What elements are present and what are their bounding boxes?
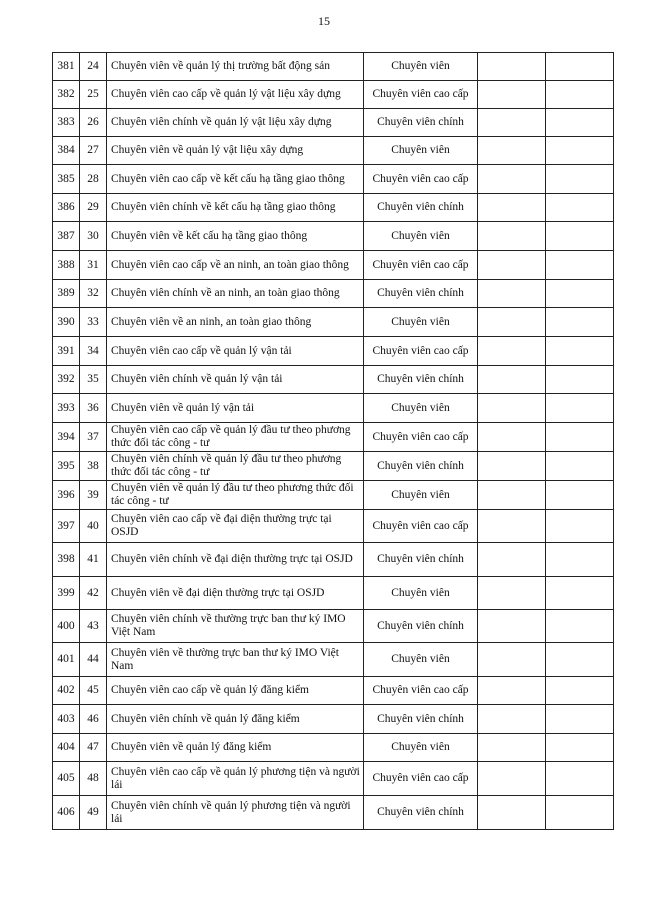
civil-servant-rank: Chuyên viên chính xyxy=(364,194,478,222)
civil-servant-rank: Chuyên viên xyxy=(364,53,478,81)
empty-cell xyxy=(478,543,546,577)
position-name: Chuyên viên về quản lý thị trường bất động sản xyxy=(107,53,364,81)
civil-servant-rank: Chuyên viên xyxy=(364,481,478,510)
civil-servant-rank: Chuyên viên xyxy=(364,137,478,165)
empty-cell xyxy=(478,53,546,81)
table-row xyxy=(53,677,614,705)
position-name: Chuyên viên về quản lý đầu tư theo phương thức đối tác công - tư xyxy=(107,481,364,510)
empty-cell xyxy=(546,337,614,366)
empty-cell xyxy=(478,194,546,222)
empty-cell xyxy=(478,137,546,165)
row-subnumber: 32 xyxy=(80,280,107,308)
row-number: 395 xyxy=(53,452,80,481)
row-number: 384 xyxy=(53,137,80,165)
row-subnumber: 45 xyxy=(80,677,107,705)
civil-servant-rank: Chuyên viên chính xyxy=(364,109,478,137)
page-number: 15 xyxy=(318,14,330,28)
row-subnumber: 42 xyxy=(80,577,107,610)
civil-servant-rank: Chuyên viên chính xyxy=(364,610,478,643)
table-row xyxy=(53,705,614,734)
empty-cell xyxy=(546,796,614,830)
row-subnumber: 47 xyxy=(80,734,107,762)
row-subnumber: 41 xyxy=(80,543,107,577)
table-row xyxy=(53,251,614,280)
row-number: 388 xyxy=(53,251,80,280)
row-number: 390 xyxy=(53,308,80,337)
table-row xyxy=(53,337,614,366)
row-subnumber: 34 xyxy=(80,337,107,366)
row-number: 401 xyxy=(53,643,80,677)
row-number: 396 xyxy=(53,481,80,510)
empty-cell xyxy=(546,394,614,423)
positions-table xyxy=(52,52,614,830)
row-number: 397 xyxy=(53,510,80,543)
empty-cell xyxy=(478,81,546,109)
row-subnumber: 49 xyxy=(80,796,107,830)
empty-cell xyxy=(478,423,546,452)
table-row xyxy=(53,109,614,137)
row-number: 399 xyxy=(53,577,80,610)
row-number: 391 xyxy=(53,337,80,366)
table-row xyxy=(53,165,614,194)
civil-servant-rank: Chuyên viên cao cấp xyxy=(364,251,478,280)
row-subnumber: 26 xyxy=(80,109,107,137)
empty-cell xyxy=(478,109,546,137)
civil-servant-rank: Chuyên viên cao cấp xyxy=(364,677,478,705)
row-number: 383 xyxy=(53,109,80,137)
table-row xyxy=(53,510,614,543)
empty-cell xyxy=(478,734,546,762)
empty-cell xyxy=(546,222,614,251)
position-name: Chuyên viên chính về kết cấu hạ tầng giao thông xyxy=(107,194,364,222)
empty-cell xyxy=(546,543,614,577)
empty-cell xyxy=(546,194,614,222)
empty-cell xyxy=(546,53,614,81)
empty-cell xyxy=(478,280,546,308)
civil-servant-rank: Chuyên viên chính xyxy=(364,452,478,481)
position-name: Chuyên viên cao cấp về quản lý vận tải xyxy=(107,337,364,366)
empty-cell xyxy=(478,251,546,280)
empty-cell xyxy=(478,366,546,394)
position-name: Chuyên viên về thường trực ban thư ký IMO Việt Nam xyxy=(107,643,364,677)
position-name: Chuyên viên chính về quản lý đăng kiểm xyxy=(107,705,364,734)
table-row xyxy=(53,222,614,251)
empty-cell xyxy=(546,677,614,705)
row-subnumber: 40 xyxy=(80,510,107,543)
row-subnumber: 38 xyxy=(80,452,107,481)
table-row xyxy=(53,308,614,337)
row-number: 400 xyxy=(53,610,80,643)
empty-cell xyxy=(546,423,614,452)
position-name: Chuyên viên cao cấp về quản lý đầu tư theo phương thức đối tác công - tư xyxy=(107,423,364,452)
table-row xyxy=(53,610,614,643)
empty-cell xyxy=(478,165,546,194)
empty-cell xyxy=(478,577,546,610)
empty-cell xyxy=(478,510,546,543)
row-subnumber: 31 xyxy=(80,251,107,280)
empty-cell xyxy=(478,337,546,366)
row-subnumber: 33 xyxy=(80,308,107,337)
row-number: 398 xyxy=(53,543,80,577)
empty-cell xyxy=(546,137,614,165)
table-row xyxy=(53,366,614,394)
position-name: Chuyên viên cao cấp về quản lý phương tiện và người lái xyxy=(107,762,364,796)
position-name: Chuyên viên về quản lý vận tải xyxy=(107,394,364,423)
civil-servant-rank: Chuyên viên cao cấp xyxy=(364,81,478,109)
position-name: Chuyên viên về quản lý vật liệu xây dựng xyxy=(107,137,364,165)
empty-cell xyxy=(546,643,614,677)
position-name: Chuyên viên chính về quản lý vận tải xyxy=(107,366,364,394)
table-row xyxy=(53,543,614,577)
table-row xyxy=(53,423,614,452)
civil-servant-rank: Chuyên viên chính xyxy=(364,796,478,830)
row-number: 385 xyxy=(53,165,80,194)
empty-cell xyxy=(546,452,614,481)
row-number: 402 xyxy=(53,677,80,705)
position-name: Chuyên viên về kết cấu hạ tầng giao thông xyxy=(107,222,364,251)
civil-servant-rank: Chuyên viên xyxy=(364,643,478,677)
position-name: Chuyên viên chính về an ninh, an toàn giao thông xyxy=(107,280,364,308)
row-subnumber: 35 xyxy=(80,366,107,394)
empty-cell xyxy=(478,796,546,830)
empty-cell xyxy=(478,394,546,423)
position-name: Chuyên viên cao cấp về quản lý vật liệu xây dựng xyxy=(107,81,364,109)
position-name: Chuyên viên chính về quản lý đầu tư theo phương thức đối tác công - tư xyxy=(107,452,364,481)
position-name: Chuyên viên chính về thường trực ban thư ký IMO Việt Nam xyxy=(107,610,364,643)
row-number: 393 xyxy=(53,394,80,423)
position-name: Chuyên viên cao cấp về an ninh, an toàn giao thông xyxy=(107,251,364,280)
table-row xyxy=(53,643,614,677)
table-row xyxy=(53,280,614,308)
empty-cell xyxy=(478,677,546,705)
empty-cell xyxy=(546,481,614,510)
empty-cell xyxy=(478,308,546,337)
position-name: Chuyên viên về an ninh, an toàn giao thông xyxy=(107,308,364,337)
row-number: 386 xyxy=(53,194,80,222)
table-row xyxy=(53,137,614,165)
empty-cell xyxy=(478,222,546,251)
row-subnumber: 27 xyxy=(80,137,107,165)
table-row xyxy=(53,481,614,510)
empty-cell xyxy=(478,452,546,481)
table-row xyxy=(53,734,614,762)
table-row xyxy=(53,194,614,222)
civil-servant-rank: Chuyên viên chính xyxy=(364,705,478,734)
empty-cell xyxy=(478,762,546,796)
position-name: Chuyên viên cao cấp về quản lý đăng kiểm xyxy=(107,677,364,705)
row-number: 403 xyxy=(53,705,80,734)
empty-cell xyxy=(546,577,614,610)
position-name: Chuyên viên về đại diện thường trực tại OSJD xyxy=(107,577,364,610)
civil-servant-rank: Chuyên viên chính xyxy=(364,366,478,394)
empty-cell xyxy=(478,705,546,734)
row-number: 392 xyxy=(53,366,80,394)
empty-cell xyxy=(546,762,614,796)
civil-servant-rank: Chuyên viên xyxy=(364,577,478,610)
empty-cell xyxy=(546,81,614,109)
empty-cell xyxy=(546,165,614,194)
row-subnumber: 39 xyxy=(80,481,107,510)
empty-cell xyxy=(478,643,546,677)
row-number: 394 xyxy=(53,423,80,452)
row-number: 406 xyxy=(53,796,80,830)
table-row xyxy=(53,796,614,830)
civil-servant-rank: Chuyên viên xyxy=(364,394,478,423)
position-name: Chuyên viên chính về quản lý vật liệu xây dựng xyxy=(107,109,364,137)
row-number: 382 xyxy=(53,81,80,109)
row-subnumber: 43 xyxy=(80,610,107,643)
civil-servant-rank: Chuyên viên xyxy=(364,222,478,251)
civil-servant-rank: Chuyên viên cao cấp xyxy=(364,423,478,452)
table-row xyxy=(53,81,614,109)
table-row xyxy=(53,762,614,796)
row-number: 404 xyxy=(53,734,80,762)
row-subnumber: 28 xyxy=(80,165,107,194)
empty-cell xyxy=(546,705,614,734)
row-subnumber: 29 xyxy=(80,194,107,222)
table-row xyxy=(53,53,614,81)
row-number: 387 xyxy=(53,222,80,251)
civil-servant-rank: Chuyên viên chính xyxy=(364,543,478,577)
empty-cell xyxy=(546,280,614,308)
civil-servant-rank: Chuyên viên xyxy=(364,308,478,337)
row-subnumber: 44 xyxy=(80,643,107,677)
empty-cell xyxy=(478,481,546,510)
table-row xyxy=(53,452,614,481)
empty-cell xyxy=(546,308,614,337)
row-number: 389 xyxy=(53,280,80,308)
row-number: 405 xyxy=(53,762,80,796)
positions-table-body xyxy=(53,53,614,830)
empty-cell xyxy=(478,610,546,643)
civil-servant-rank: Chuyên viên cao cấp xyxy=(364,510,478,543)
row-subnumber: 37 xyxy=(80,423,107,452)
row-subnumber: 25 xyxy=(80,81,107,109)
row-subnumber: 36 xyxy=(80,394,107,423)
row-subnumber: 30 xyxy=(80,222,107,251)
empty-cell xyxy=(546,366,614,394)
civil-servant-rank: Chuyên viên cao cấp xyxy=(364,762,478,796)
position-name: Chuyên viên cao cấp về đại diện thường trực tại OSJD xyxy=(107,510,364,543)
civil-servant-rank: Chuyên viên cao cấp xyxy=(364,165,478,194)
position-name: Chuyên viên chính về quản lý phương tiện và người lái xyxy=(107,796,364,830)
empty-cell xyxy=(546,251,614,280)
position-name: Chuyên viên về quản lý đăng kiểm xyxy=(107,734,364,762)
civil-servant-rank: Chuyên viên xyxy=(364,734,478,762)
row-subnumber: 24 xyxy=(80,53,107,81)
empty-cell xyxy=(546,510,614,543)
civil-servant-rank: Chuyên viên chính xyxy=(364,280,478,308)
row-subnumber: 46 xyxy=(80,705,107,734)
position-name: Chuyên viên chính về đại diện thường trực tại OSJD xyxy=(107,543,364,577)
row-subnumber: 48 xyxy=(80,762,107,796)
table-row xyxy=(53,577,614,610)
position-name: Chuyên viên cao cấp về kết cấu hạ tầng giao thông xyxy=(107,165,364,194)
empty-cell xyxy=(546,109,614,137)
row-number: 381 xyxy=(53,53,80,81)
empty-cell xyxy=(546,610,614,643)
civil-servant-rank: Chuyên viên cao cấp xyxy=(364,337,478,366)
table-row xyxy=(53,394,614,423)
empty-cell xyxy=(546,734,614,762)
